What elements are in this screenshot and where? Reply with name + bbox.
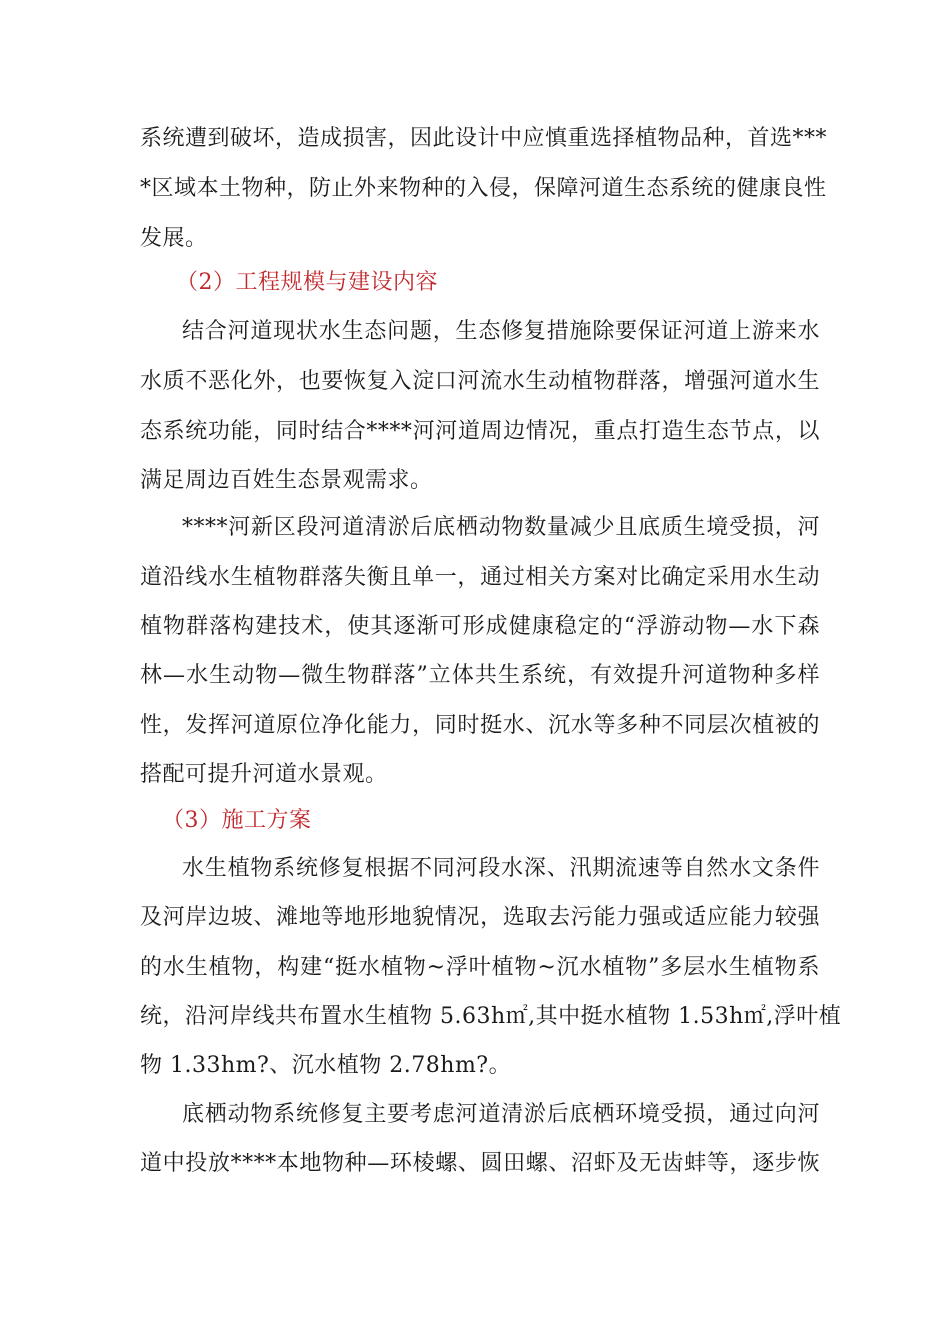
- paragraph-line: 系统遭到破坏，造成损害，因此设计中应慎重选择植物品种，首选***: [140, 126, 828, 151]
- paragraph-line: 发展。: [140, 226, 208, 251]
- paragraph-line: ****河新区段河道清淤后底栖动物数量减少且底质生境受损，河: [182, 515, 820, 540]
- paragraph-line: 性，发挥河道原位净化能力，同时挺水、沉水等多种不同层次植被的: [140, 713, 820, 738]
- paragraph-line: 的水生植物，构建“挺水植物~浮叶植物~沉水植物”多层水生植物系: [140, 955, 820, 980]
- paragraph-line: *区域本土物种，防止外来物种的入侵，保障河道生态系统的健康良性: [140, 176, 827, 201]
- paragraph-line: 搭配可提升河道水景观。: [140, 762, 388, 787]
- paragraph-line: 底栖动物系统修复主要考虑河道清淤后底栖环境受损，通过向河: [182, 1102, 820, 1127]
- section-heading-2: （2）工程规模与建设内容: [176, 270, 438, 295]
- paragraph-line: 物 1.33hm?、沉水植物 2.78hm?。: [140, 1053, 512, 1078]
- paragraph-line: 植物群落构建技术，使其逐渐可形成健康稳定的“浮游动物—水下森: [140, 614, 820, 639]
- paragraph-line: 态系统功能，同时结合****河河道周边情况，重点打造生态节点，以: [140, 419, 820, 444]
- paragraph-line: 林—水生动物—微生物群落”立体共生系统，有效提升河道物种多样: [140, 663, 820, 688]
- section-heading-3: （3）施工方案: [162, 808, 312, 833]
- paragraph-line: 满足周边百姓生态景观需求。: [140, 468, 433, 493]
- paragraph-line: 水生植物系统修复根据不同河段水深、汛期流速等自然水文条件: [182, 856, 820, 881]
- paragraph-line: 统，沿河岸线共布置水生植物 5.63h㎡,其中挺水植物 1.53h㎡,浮叶植: [140, 1004, 842, 1029]
- paragraph-line: 水质不恶化外，也要恢复入淀口河流水生动植物群落，增强河道水生: [140, 369, 820, 394]
- paragraph-line: 及河岸边坡、滩地等地形地貌情况，选取去污能力强或适应能力较强: [140, 905, 820, 930]
- paragraph-line: 道中投放****本地物种—环棱螺、圆田螺、沼虾及无齿蚌等，逐步恢: [140, 1151, 820, 1176]
- paragraph-line: 结合河道现状水生态问题，生态修复措施除要保证河道上游来水: [182, 319, 820, 344]
- paragraph-line: 道沿线水生植物群落失衡且单一，通过相关方案对比确定采用水生动: [140, 565, 820, 590]
